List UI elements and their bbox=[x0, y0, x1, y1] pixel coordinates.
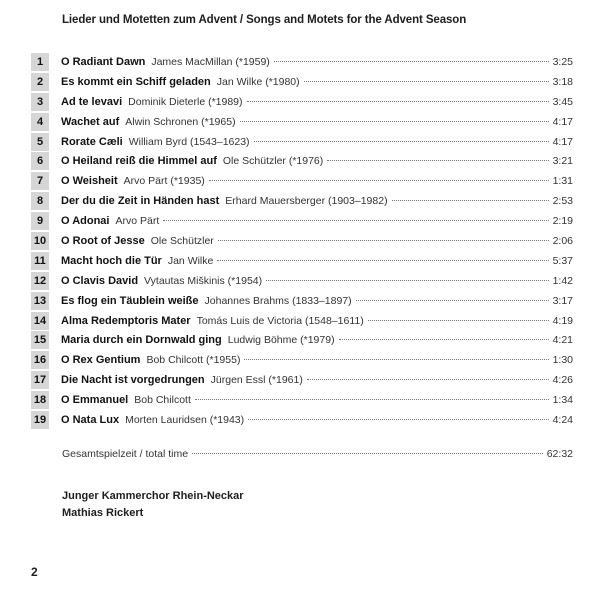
track-info bbox=[61, 334, 573, 346]
track-info bbox=[61, 175, 573, 187]
dotted-leader bbox=[247, 101, 549, 102]
track-row bbox=[31, 93, 573, 111]
dotted-leader bbox=[195, 399, 549, 400]
track-info bbox=[61, 136, 573, 148]
track-info bbox=[61, 195, 573, 207]
track-number: 9 bbox=[31, 212, 49, 230]
track-info bbox=[61, 116, 573, 128]
track-info bbox=[61, 414, 573, 426]
conductor-name: Mathias Rickert bbox=[62, 507, 144, 519]
total-time-row bbox=[62, 448, 573, 460]
track-number: 19 bbox=[31, 411, 49, 429]
track-title: Die Nacht ist vorgedrungen bbox=[61, 374, 205, 387]
track-number: 14 bbox=[31, 312, 49, 330]
track-row bbox=[31, 331, 573, 349]
dotted-leader bbox=[339, 339, 549, 340]
track-info bbox=[61, 96, 573, 108]
track-composer: Tomás Luis de Victoria (1548–1611) bbox=[196, 314, 364, 327]
dotted-leader bbox=[163, 220, 548, 221]
dotted-leader bbox=[244, 359, 548, 360]
track-duration: 2:53 bbox=[552, 195, 573, 208]
track-row bbox=[31, 133, 573, 151]
track-row bbox=[31, 232, 573, 250]
track-duration: 4:26 bbox=[552, 374, 573, 387]
track-duration: 1:42 bbox=[552, 274, 573, 287]
track-title: O Clavis David bbox=[61, 274, 139, 287]
track-row bbox=[31, 53, 573, 71]
track-composer: Johannes Brahms (1833–1897) bbox=[204, 294, 352, 307]
track-number: 2 bbox=[31, 73, 49, 91]
track-number: 6 bbox=[31, 152, 49, 170]
track-duration: 3:25 bbox=[552, 56, 573, 68]
dotted-leader bbox=[254, 141, 549, 142]
track-info bbox=[61, 275, 573, 287]
track-composer: Vytautas Miškinis (*1954) bbox=[144, 274, 263, 287]
track-number: 10 bbox=[31, 232, 49, 250]
track-row bbox=[31, 252, 573, 270]
track-title: Es flog ein Täublein weiße bbox=[61, 294, 199, 307]
dotted-leader bbox=[327, 160, 548, 161]
dotted-leader bbox=[274, 61, 549, 62]
dotted-leader bbox=[304, 81, 549, 82]
track-info bbox=[61, 255, 573, 267]
track-composer: William Byrd (1543–1623) bbox=[128, 135, 250, 148]
track-row bbox=[31, 272, 573, 290]
track-row bbox=[31, 73, 573, 91]
dotted-leader bbox=[209, 180, 549, 181]
track-number: 13 bbox=[31, 292, 49, 310]
track-row bbox=[31, 113, 573, 131]
track-row bbox=[31, 172, 573, 190]
track-title: Rorate Cæli bbox=[61, 135, 123, 148]
track-number: 3 bbox=[31, 93, 49, 111]
dotted-leader bbox=[240, 121, 549, 122]
track-duration: 5:37 bbox=[552, 254, 573, 267]
track-title: Maria durch ein Dornwald ging bbox=[61, 334, 222, 347]
track-composer: Jürgen Essl (*1961) bbox=[210, 374, 303, 387]
track-info bbox=[61, 354, 573, 366]
total-time-value: 62:32 bbox=[546, 448, 573, 460]
track-composer: Jan Wilke bbox=[167, 254, 214, 267]
dotted-leader bbox=[192, 453, 543, 454]
track-composer: Alwin Schronen (*1965) bbox=[125, 115, 236, 128]
track-row bbox=[31, 391, 573, 409]
track-info bbox=[61, 215, 573, 227]
track-number: 18 bbox=[31, 391, 49, 409]
track-title: Der du die Zeit in Händen hast bbox=[61, 195, 220, 208]
track-duration: 2:06 bbox=[552, 235, 573, 248]
track-info bbox=[61, 56, 573, 68]
track-duration: 4:24 bbox=[552, 414, 573, 427]
track-row bbox=[31, 371, 573, 389]
dotted-leader bbox=[248, 419, 548, 420]
track-composer: Dominik Dieterle (*1989) bbox=[128, 95, 243, 108]
track-duration: 4:19 bbox=[552, 314, 573, 327]
track-title: Es kommt ein Schiff geladen bbox=[61, 75, 211, 88]
choir-name: Junger Kammerchor Rhein-Neckar bbox=[62, 490, 244, 502]
track-composer: Bob Chilcott (*1955) bbox=[146, 354, 241, 367]
track-info bbox=[61, 76, 573, 88]
track-title: Alma Redemptoris Mater bbox=[61, 314, 191, 327]
track-title: O Radiant Dawn bbox=[61, 56, 146, 68]
dotted-leader bbox=[307, 379, 549, 380]
track-composer: Ole Schützler (*1976) bbox=[222, 155, 324, 168]
track-title: O Emmanuel bbox=[61, 394, 129, 407]
track-number: 15 bbox=[31, 331, 49, 349]
track-number: 16 bbox=[31, 351, 49, 369]
track-duration: 3:45 bbox=[552, 95, 573, 108]
track-list bbox=[31, 53, 573, 431]
track-number: 5 bbox=[31, 133, 49, 151]
track-title: Macht hoch die Tür bbox=[61, 254, 162, 267]
track-row bbox=[31, 192, 573, 210]
track-info bbox=[61, 374, 573, 386]
track-duration: 3:18 bbox=[552, 75, 573, 88]
track-composer: Jan Wilke (*1980) bbox=[216, 75, 300, 88]
track-info bbox=[61, 295, 573, 307]
dotted-leader bbox=[266, 280, 548, 281]
dotted-leader bbox=[368, 320, 549, 321]
track-info bbox=[61, 315, 573, 327]
track-duration: 2:19 bbox=[552, 215, 573, 228]
track-number: 12 bbox=[31, 272, 49, 290]
track-row bbox=[31, 411, 573, 429]
track-duration: 1:30 bbox=[552, 354, 573, 367]
track-info bbox=[61, 394, 573, 406]
dotted-leader bbox=[392, 200, 549, 201]
page-heading: Lieder und Motetten zum Advent / Songs and Motets for the Advent Season bbox=[62, 14, 467, 26]
track-number: 7 bbox=[31, 172, 49, 190]
track-duration: 3:21 bbox=[552, 155, 573, 168]
track-composer: Bob Chilcott bbox=[134, 394, 191, 407]
total-time-label: Gesamtspielzeit / total time bbox=[62, 448, 189, 460]
track-composer: Erhard Mauersberger (1903–1982) bbox=[225, 195, 388, 208]
track-title: O Root of Jesse bbox=[61, 235, 145, 248]
track-row bbox=[31, 152, 573, 170]
track-composer: Arvo Pärt (*1935) bbox=[123, 175, 205, 188]
track-composer: Ludwig Böhme (*1979) bbox=[227, 334, 335, 347]
track-info bbox=[61, 155, 573, 167]
track-duration: 1:31 bbox=[552, 175, 573, 188]
track-duration: 4:21 bbox=[552, 334, 573, 347]
dotted-leader bbox=[217, 260, 548, 261]
track-composer: James MacMillan (*1959) bbox=[151, 56, 270, 68]
track-composer: Ole Schützler bbox=[150, 235, 214, 248]
track-title: O Heiland reiß die Himmel auf bbox=[61, 155, 217, 168]
track-duration: 3:17 bbox=[552, 294, 573, 307]
track-row bbox=[31, 351, 573, 369]
track-title: O Nata Lux bbox=[61, 414, 120, 427]
track-info bbox=[61, 235, 573, 247]
track-number: 17 bbox=[31, 371, 49, 389]
dotted-leader bbox=[218, 240, 549, 241]
track-composer: Arvo Pärt bbox=[115, 215, 160, 228]
track-number: 8 bbox=[31, 192, 49, 210]
track-title: O Rex Gentium bbox=[61, 354, 141, 367]
track-title: O Weisheit bbox=[61, 175, 118, 188]
track-duration: 4:17 bbox=[552, 115, 573, 128]
track-duration: 1:34 bbox=[552, 394, 573, 407]
track-title: O Adonai bbox=[61, 215, 110, 228]
credits bbox=[62, 488, 244, 522]
track-title: Ad te levavi bbox=[61, 95, 123, 108]
page-number: 2 bbox=[31, 565, 38, 579]
track-number: 4 bbox=[31, 113, 49, 131]
track-number: 1 bbox=[31, 53, 49, 71]
track-composer: Morten Lauridsen (*1943) bbox=[125, 414, 245, 427]
track-duration: 4:17 bbox=[552, 135, 573, 148]
track-row bbox=[31, 312, 573, 330]
track-number: 11 bbox=[31, 252, 49, 270]
track-row bbox=[31, 212, 573, 230]
track-title: Wachet auf bbox=[61, 115, 120, 128]
dotted-leader bbox=[356, 300, 549, 301]
track-row bbox=[31, 292, 573, 310]
